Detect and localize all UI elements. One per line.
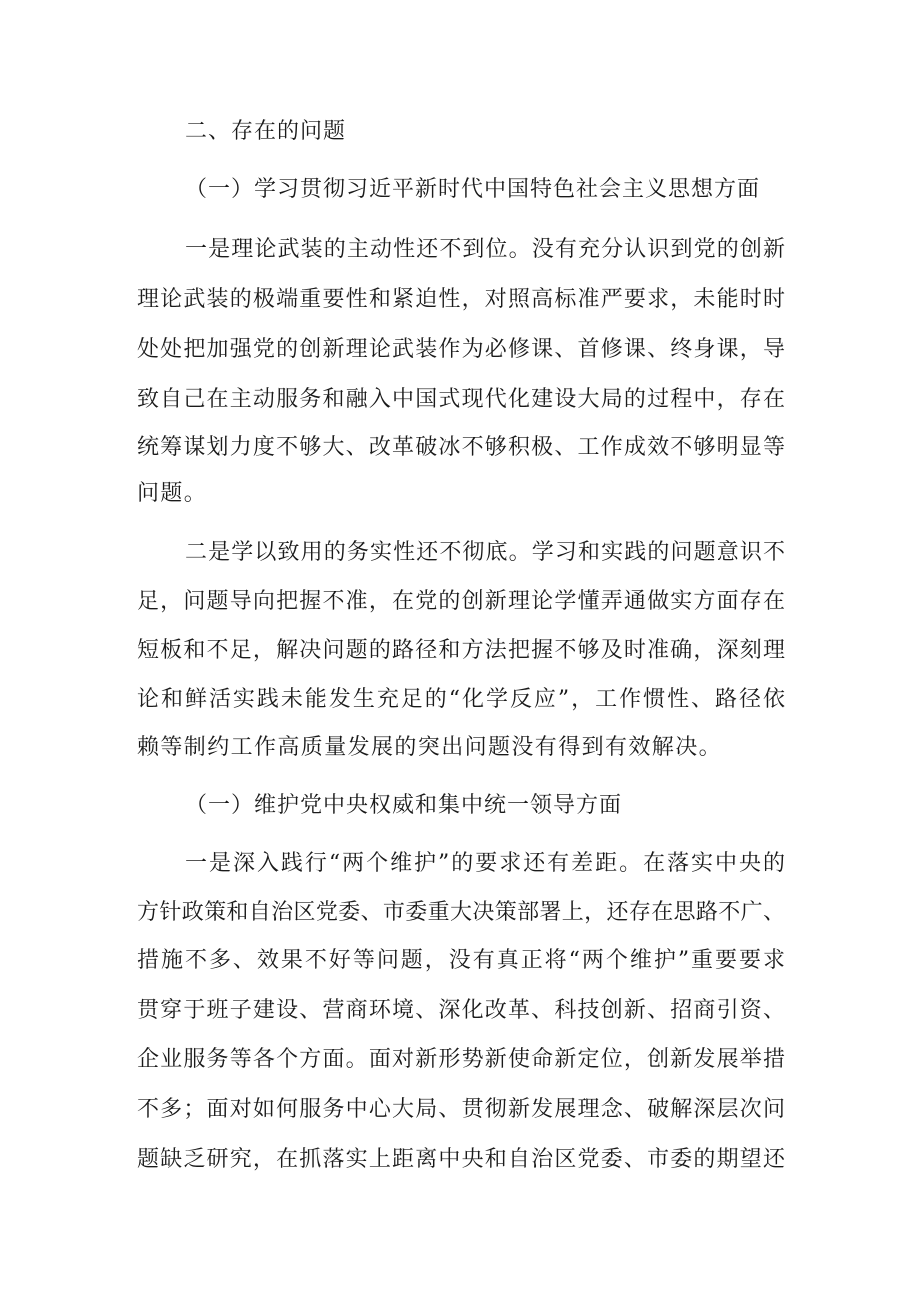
- paragraph-line: 一是深入践行“两个维护”的要求还有差距。在落实中央的: [185, 851, 785, 876]
- paragraph-line: 贯穿于班子建设、营商环境、深化改革、科技创新、招商引资、: [137, 998, 785, 1023]
- paragraph-line: 理论武装的极端重要性和紧迫性，对照高标准严要求，未能时时: [137, 287, 785, 312]
- paragraph-line: 措施不多、效果不好等问题，没有真正将“两个维护”重要要求: [137, 948, 785, 973]
- paragraph-line: 方针政策和自治区党委、市委重大决策部署上，还存在思路不广、: [137, 900, 785, 925]
- subsection-heading-2: （一）维护党中央权威和集中统一领导方面: [185, 793, 623, 818]
- paragraph-line: 短板和不足，解决问题的路径和方法把握不够及时准确，深刻理: [137, 638, 785, 663]
- subsection-heading-1: （一）学习贯彻习近平新时代中国特色社会主义思想方面: [185, 177, 761, 202]
- section-heading: 二、存在的问题: [185, 119, 347, 144]
- paragraph-line: 一是理论武装的主动性还不到位。没有充分认识到党的创新: [185, 237, 785, 262]
- paragraph-line: 二是学以致用的务实性还不彻底。学习和实践的问题意识不: [185, 540, 785, 565]
- paragraph-line: 题缺乏研究，在抓落实上距离中央和自治区党委、市委的期望还: [137, 1147, 785, 1172]
- paragraph-line: 企业服务等各个方面。面对新形势新使命新定位，创新发展举措: [137, 1047, 785, 1072]
- paragraph-line: 不多；面对如何服务中心大局、贯彻新发展理念、破解深层次问: [137, 1097, 785, 1122]
- paragraph-line: 问题。: [137, 481, 208, 506]
- paragraph-line: 足，问题导向把握不准，在党的创新理论学懂弄通做实方面存在: [137, 589, 785, 614]
- paragraph-line: 处处把加强党的创新理论武装作为必修课、首修课、终身课，导: [137, 337, 785, 362]
- paragraph-line: 论和鲜活实践未能发生充足的“化学反应”，工作惯性、路径依: [137, 687, 785, 712]
- paragraph-line: 致自己在主动服务和融入中国式现代化建设大局的过程中，存在: [137, 387, 785, 412]
- paragraph-line: 统筹谋划力度不够大、改革破冰不够积极、工作成效不够明显等: [137, 435, 785, 460]
- paragraph-line: 赖等制约工作高质量发展的突出问题没有得到有效解决。: [137, 735, 723, 760]
